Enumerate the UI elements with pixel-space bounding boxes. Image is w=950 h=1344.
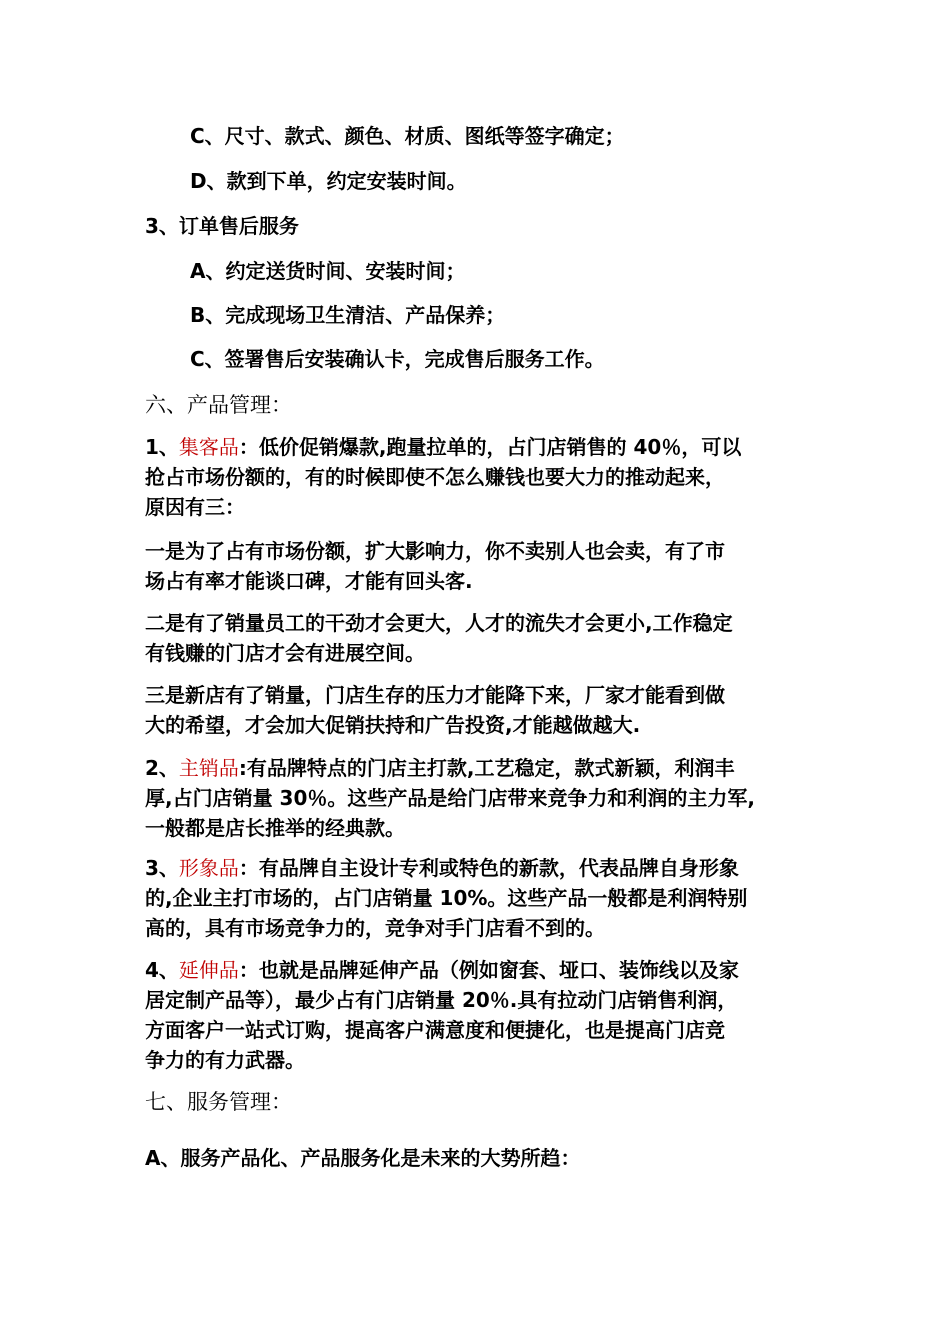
item1-line2: 抢占市场份额的，有的时候即使不怎么赚钱也要大力的推动起来， — [145, 465, 725, 489]
reason3-line1: 三是新店有了销量，门店生存的压力才能降下来，厂家才能看到做 — [145, 683, 725, 707]
item3-paragraph — [145, 853, 815, 943]
item4-paragraph — [145, 955, 815, 1075]
reason1-line2: 场占有率才能谈口碑，才能有回头客. — [145, 569, 473, 593]
item2-num: 2、 — [145, 756, 179, 780]
section7-title: 七、服务管理： — [145, 1090, 292, 1114]
item2-line3: 一般都是店长推举的经典款。 — [145, 816, 405, 840]
item3-num: 3、 — [145, 856, 179, 880]
item1-num: 1、 — [145, 435, 179, 459]
section3-b: B、完成现场卫生清洁、产品保养； — [190, 303, 506, 327]
item1-line3: 原因有三： — [145, 495, 245, 519]
reason3-paragraph — [145, 680, 815, 740]
item4-line2: 居定制产品等），最少占有门店销量 20％.具有拉动门店销售利润， — [145, 988, 738, 1012]
item4-line1: ：也就是品牌延伸产品（例如窗套、垭口、装饰线以及家 — [238, 958, 739, 982]
reason3-line2: 大的希望，才会加大促销扶持和广告投资,才能越做越大. — [145, 713, 641, 737]
reason2-line2: 有钱赚的门店才会有进展空间。 — [145, 641, 425, 665]
section3-title: 3、订单售后服务 — [145, 214, 299, 238]
item4-line4: 争力的有力武器。 — [145, 1048, 305, 1072]
reason1-line1: 一是为了占有市场份额，扩大影响力，你不卖别人也会卖，有了市 — [145, 539, 725, 563]
item2-term: 主销品 — [178, 756, 239, 780]
reason2-paragraph — [145, 608, 815, 668]
item3-line3: 高的，具有市场竞争力的，竞争对手门店看不到的。 — [145, 916, 605, 940]
reason2-line1: 二是有了销量员工的干劲才会更大，人才的流失才会更小,工作稳定 — [145, 611, 733, 635]
item4-term: 延伸品 — [178, 958, 239, 982]
item2-line2: 厚,占门店销量 30％。这些产品是给门店带来竞争力和利润的主力军, — [145, 786, 755, 810]
item3-line2: 的,企业主打市场的，占门店销量 10%。这些产品一般都是利润特别 — [145, 886, 748, 910]
item2-paragraph — [145, 753, 815, 843]
section3-c: C、签署售后安装确认卡，完成售后服务工作。 — [190, 347, 605, 371]
section7-a: A、服务产品化、产品服务化是未来的大势所趋： — [145, 1146, 581, 1170]
section6-title: 六、产品管理： — [145, 393, 292, 417]
item1-paragraph — [145, 432, 815, 522]
step-c: C、尺寸、款式、颜色、材质、图纸等签字确定； — [190, 124, 625, 148]
step-d: D、款到下单，约定安装时间。 — [190, 169, 467, 193]
item3-term: 形象品 — [178, 856, 239, 880]
item4-num: 4、 — [145, 958, 179, 982]
item2-line1: :有品牌特点的门店主打款,工艺稳定，款式新颖，利润丰 — [238, 756, 735, 780]
reason1-paragraph — [145, 536, 815, 596]
section3-a: A、约定送货时间、安装时间； — [190, 259, 466, 283]
item4-line3: 方面客户一站式订购，提高客户满意度和便捷化，也是提高门店竞 — [145, 1018, 725, 1042]
item1-term: 集客品 — [178, 435, 239, 459]
item1-line1: ：低价促销爆款,跑量拉单的，占门店销售的 40％，可以 — [238, 435, 742, 459]
item3-line1: ：有品牌自主设计专利或特色的新款，代表品牌自身形象 — [238, 856, 739, 880]
